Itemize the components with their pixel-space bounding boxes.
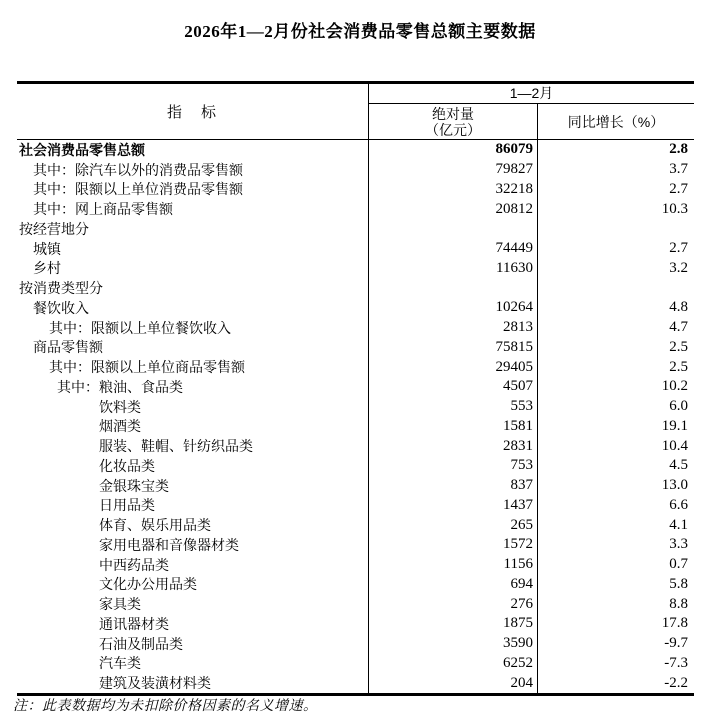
header-period: 1—2月 — [369, 84, 694, 104]
row-label: 日用品类 — [99, 497, 155, 514]
table-row — [17, 496, 694, 516]
row-growth-value: 13.0 — [537, 476, 694, 496]
table-row — [17, 515, 694, 535]
row-growth-value: 0.7 — [537, 555, 694, 575]
row-label: 商品零售额 — [33, 339, 103, 356]
row-growth-value: 6.6 — [537, 496, 694, 516]
row-absolute-value: 74449 — [368, 239, 537, 259]
row-absolute-value: 29405 — [368, 357, 537, 377]
row-label: 其中：限额以上单位餐饮收入 — [49, 319, 231, 336]
row-growth-value: -9.7 — [537, 634, 694, 654]
row-absolute-value: 86079 — [368, 140, 537, 160]
row-absolute-value: 6252 — [368, 654, 537, 674]
row-absolute-value: 1875 — [368, 614, 537, 634]
row-absolute-value: 3590 — [368, 634, 537, 654]
table-row — [17, 259, 694, 279]
row-label: 其中：网上商品零售额 — [33, 201, 173, 218]
row-absolute-value: 2813 — [368, 318, 537, 338]
row-growth-value — [537, 219, 694, 239]
table-row — [17, 239, 694, 259]
data-table — [17, 81, 694, 696]
header-period-group — [368, 84, 694, 139]
table-row — [17, 535, 694, 555]
row-growth-value: 3.3 — [537, 535, 694, 555]
row-label: 石油及制品类 — [99, 635, 183, 652]
row-label: 按经营地分 — [19, 220, 89, 237]
row-growth-value: 2.5 — [537, 357, 694, 377]
row-label: 烟酒类 — [99, 418, 141, 435]
row-absolute-value: 11630 — [368, 259, 537, 279]
row-absolute-value — [368, 219, 537, 239]
row-growth-value: 17.8 — [537, 614, 694, 634]
row-absolute-value: 1581 — [368, 417, 537, 437]
table-row — [17, 180, 694, 200]
row-absolute-value: 1437 — [368, 496, 537, 516]
row-growth-value: 2.8 — [537, 140, 694, 160]
row-absolute-value: 837 — [368, 476, 537, 496]
row-absolute-value: 204 — [368, 673, 537, 693]
header-indicator: 指 标 — [166, 104, 218, 121]
row-label: 建筑及装潢材料类 — [99, 675, 211, 692]
table-row — [17, 634, 694, 654]
table-row — [17, 594, 694, 614]
row-label: 化妆品类 — [99, 457, 155, 474]
table-row — [17, 614, 694, 634]
row-label: 体育、娱乐用品类 — [99, 517, 211, 534]
row-absolute-value: 1572 — [368, 535, 537, 555]
row-absolute-value: 753 — [368, 456, 537, 476]
row-label: 餐饮收入 — [33, 299, 89, 316]
row-label: 按消费类型分 — [19, 280, 103, 297]
row-growth-value: 2.7 — [537, 180, 694, 200]
header-growth-column: 同比增长（%） — [537, 104, 694, 139]
row-absolute-value: 265 — [368, 515, 537, 535]
header-subrow — [369, 104, 694, 139]
row-label: 家用电器和音像器材类 — [99, 536, 239, 553]
row-absolute-value: 553 — [368, 397, 537, 417]
footnote: 注：此表数据均为未扣除价格因素的名义增速。 — [13, 699, 318, 714]
row-growth-value: 10.3 — [537, 199, 694, 219]
row-label: 汽车类 — [99, 655, 141, 672]
header-absolute-column — [369, 104, 537, 139]
row-label: 城镇 — [33, 240, 61, 257]
row-growth-value: 10.2 — [537, 377, 694, 397]
row-growth-value: 4.7 — [537, 318, 694, 338]
row-label: 服装、鞋帽、针纺织品类 — [99, 438, 253, 455]
row-absolute-value: 75815 — [368, 338, 537, 358]
table-row — [17, 318, 694, 338]
row-label: 金银珠宝类 — [99, 477, 169, 494]
table-row — [17, 298, 694, 318]
row-growth-value: 5.8 — [537, 575, 694, 595]
header-absolute-line2: （亿元） — [425, 121, 481, 138]
row-label: 其中：粮油、食品类 — [57, 378, 183, 395]
table-row — [17, 338, 694, 358]
row-label: 社会消费品零售总额 — [19, 141, 145, 158]
table-row — [17, 456, 694, 476]
row-absolute-value: 20812 — [368, 199, 537, 219]
row-growth-value: -7.3 — [537, 654, 694, 674]
table-row — [17, 397, 694, 417]
row-label: 其中：限额以上单位消费品零售额 — [33, 181, 243, 198]
table-row — [17, 654, 694, 674]
row-growth-value: 2.5 — [537, 338, 694, 358]
table-row — [17, 575, 694, 595]
row-absolute-value: 694 — [368, 575, 537, 595]
row-absolute-value — [368, 278, 537, 298]
row-growth-value: -2.2 — [537, 673, 694, 693]
row-growth-value: 4.1 — [537, 515, 694, 535]
table-row — [17, 140, 694, 160]
row-growth-value — [537, 278, 694, 298]
table-row — [17, 278, 694, 298]
row-absolute-value: 2831 — [368, 436, 537, 456]
row-label: 饮料类 — [99, 398, 141, 415]
row-absolute-value: 4507 — [368, 377, 537, 397]
table-row — [17, 436, 694, 456]
row-growth-value: 2.7 — [537, 239, 694, 259]
header-absolute-line1: 绝对量 — [432, 105, 474, 122]
row-growth-value: 3.2 — [537, 259, 694, 279]
table-row — [17, 673, 694, 693]
row-growth-value: 6.0 — [537, 397, 694, 417]
table-row — [17, 476, 694, 496]
row-growth-value: 10.4 — [537, 436, 694, 456]
row-absolute-value: 79827 — [368, 160, 537, 180]
row-growth-value: 19.1 — [537, 417, 694, 437]
table-row — [17, 357, 694, 377]
row-label: 家具类 — [99, 596, 141, 613]
row-growth-value: 4.5 — [537, 456, 694, 476]
row-absolute-value: 276 — [368, 594, 537, 614]
table-header — [17, 84, 694, 140]
table-row — [17, 219, 694, 239]
row-absolute-value: 1156 — [368, 555, 537, 575]
row-growth-value: 8.8 — [537, 594, 694, 614]
row-growth-value: 3.7 — [537, 160, 694, 180]
table-row — [17, 160, 694, 180]
table-row — [17, 377, 694, 397]
row-absolute-value: 32218 — [368, 180, 537, 200]
row-label: 其中：限额以上单位商品零售额 — [49, 359, 245, 376]
table-row — [17, 555, 694, 575]
row-growth-value: 4.8 — [537, 298, 694, 318]
row-label: 文化办公用品类 — [99, 576, 197, 593]
row-absolute-value: 10264 — [368, 298, 537, 318]
table-body — [17, 140, 694, 693]
row-label: 乡村 — [33, 260, 61, 277]
table-row — [17, 417, 694, 437]
page-title: 2026年1—2月份社会消费品零售总额主要数据 — [184, 22, 536, 41]
row-label: 通讯器材类 — [99, 615, 169, 632]
row-label: 中西药品类 — [99, 556, 169, 573]
row-label: 其中：除汽车以外的消费品零售额 — [33, 161, 243, 178]
table-row — [17, 199, 694, 219]
